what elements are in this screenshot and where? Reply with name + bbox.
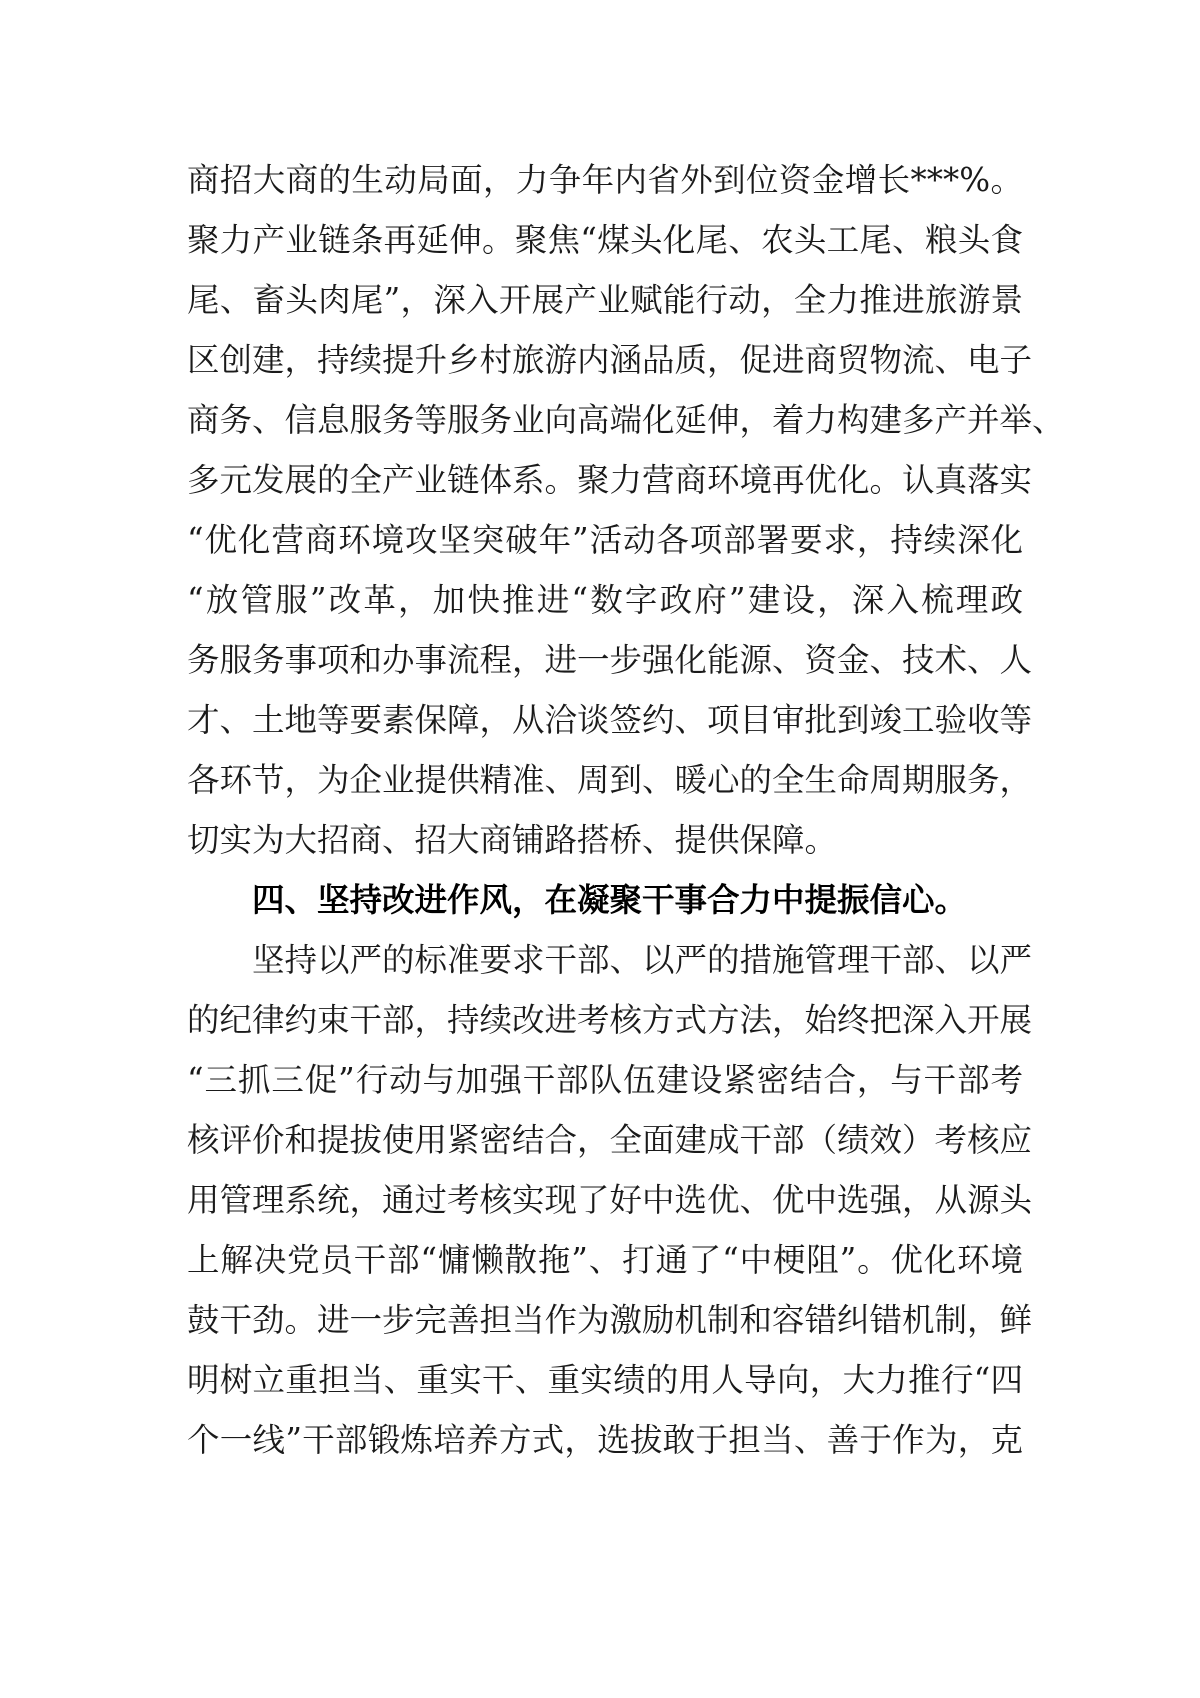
text-line: 多元发展的全产业链体系。聚力营商环境再优化。认真落实 <box>187 461 1033 499</box>
text-line: 上解决党员干部“慵懒散拖”、打通了“中梗阻”。优化环境 <box>187 1241 1023 1279</box>
text-line: 核评价和提拔使用紧密结合，全面建成干部（绩效）考核应 <box>187 1121 1033 1159</box>
document-body <box>187 150 1065 1470</box>
text-line: 鼓干劲。进一步完善担当作为激励机制和容错纠错机制，鲜 <box>187 1301 1033 1339</box>
text-line: 务服务事项和办事流程，进一步强化能源、资金、技术、人 <box>187 641 1033 679</box>
text-line: 才、土地等要素保障，从洽谈签约、项目审批到竣工验收等 <box>187 701 1033 739</box>
text-line: 聚力产业链条再延伸。聚焦“煤头化尾、农头工尾、粮头食 <box>187 221 1023 259</box>
text-line: 尾、畜头肉尾”，深入开展产业赋能行动，全力推进旅游景 <box>187 281 1023 319</box>
text-line: 坚持以严的标准要求干部、以严的措施管理干部、以严 <box>252 941 1033 979</box>
text-line: “放管服”改革，加快推进“数字政府”建设，深入梳理政 <box>187 581 1023 619</box>
text-line: 的纪律约束干部，持续改进考核方式方法，始终把深入开展 <box>187 1001 1033 1039</box>
text-line: “三抓三促”行动与加强干部队伍建设紧密结合，与干部考 <box>187 1061 1023 1099</box>
text-line: 商务、信息服务等服务业向高端化延伸，着力构建多产并举、 <box>187 401 1065 439</box>
text-line: 各环节，为企业提供精准、周到、暖心的全生命周期服务， <box>187 761 1033 799</box>
text-line: 用管理系统，通过考核实现了好中选优、优中选强，从源头 <box>187 1181 1033 1219</box>
text-line: 切实为大招商、招大商铺路搭桥、提供保障。 <box>187 821 838 859</box>
text-line: “优化营商环境攻坚突破年”活动各项部署要求，持续深化 <box>187 521 1023 559</box>
section-heading: 四、坚持改进作风，在凝聚干事合力中提振信心。 <box>252 880 968 919</box>
text-line: 区创建，持续提升乡村旅游内涵品质，促进商贸物流、电子 <box>187 341 1033 379</box>
paragraph-1 <box>187 150 1065 870</box>
text-line: 个一线”干部锻炼培养方式，选拔敢于担当、善于作为，克 <box>187 1421 1023 1459</box>
paragraph-2 <box>187 930 1033 1470</box>
text-line: 商招大商的生动局面，力争年内省外到位资金增长***%。 <box>187 161 1023 199</box>
text-line: 明树立重担当、重实干、重实绩的用人导向，大力推行“四 <box>187 1361 1023 1399</box>
